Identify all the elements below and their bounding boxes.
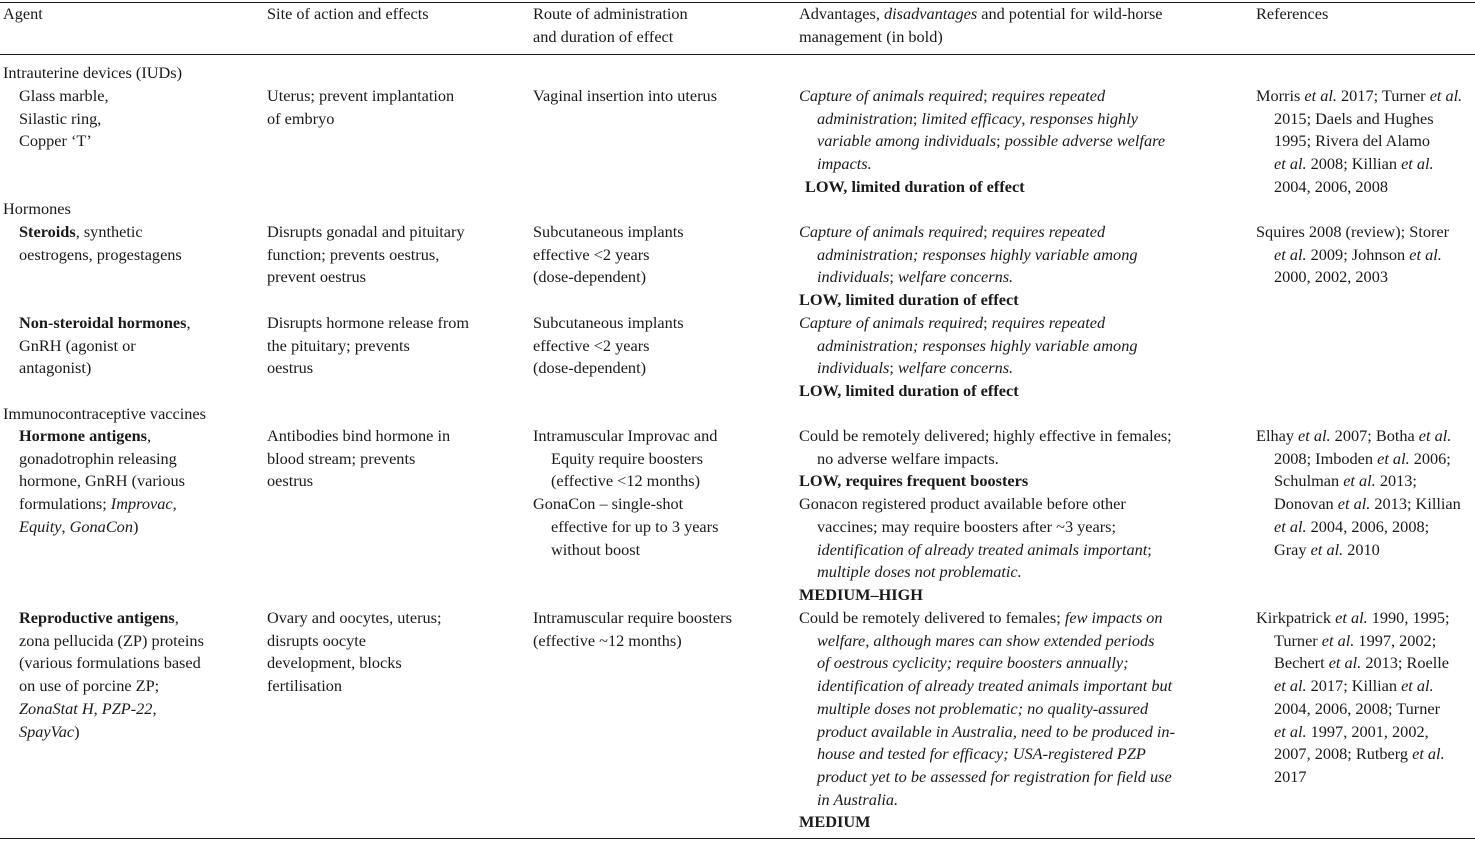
site-line: function; prevents oestrus, [267,244,440,264]
adv-line: identification of already treated animals important; [817,539,1152,559]
ref-line: Morris et al. 2017; Turner et al. [1256,86,1463,105]
adv-line: administration; limited efficacy, responses highly [817,108,1138,128]
group-heading-hormones: Hormones [3,199,71,218]
agent-line: Hormone antigens, [19,426,152,445]
ref-line: et al. 1997, 2001, 2002, [1274,721,1429,741]
nonsteroidal-advantages [799,312,1137,403]
agent-line: Steroids, synthetic [19,222,143,241]
ref-line: 2015; Daels and Hughes [1274,108,1434,128]
agent-line: formulations; Improvac, [19,494,177,514]
adv-line: identification of already treated animals important but [817,676,1173,696]
ref-line: Donovan et al. 2013; Killian [1274,494,1461,514]
route-line: Intramuscular Improvac and [533,426,718,445]
steroids-agent [1,221,182,266]
nonsteroidal-site [267,312,469,380]
steroids-site [267,221,465,289]
potential-rating: LOW, requires frequent boosters [799,471,1029,491]
hormone-antigens-route [533,425,718,561]
agent-line: gonadotrophin releasing [19,448,177,468]
ref-line: Elhay et al. 2007; Botha et al. [1256,426,1452,445]
agent-line: Glass marble, [19,86,109,105]
hormone-antigens-advantages [799,425,1172,607]
header-text: and potential for wild-horse [977,4,1163,23]
potential-rating: LOW, limited duration of effect [799,381,1019,401]
header-route-line: and duration of effect [533,26,674,46]
agent-line: Silastic ring, [19,108,102,128]
site-line: blood stream; prevents [267,448,416,468]
route-line: (effective <12 months) [551,471,701,491]
agent-line: Non-steroidal hormones, [19,313,191,332]
iud-site [267,85,454,130]
hormone-antigens-references [1256,425,1461,561]
route-line: without boost [551,539,641,559]
route-line: Subcutaneous implants [533,222,684,241]
site-line: Uterus; prevent implantation [267,86,455,105]
potential-rating: LOW, limited duration of effect [799,290,1019,310]
group-heading-iud: Intrauterine devices (IUDs) [3,63,183,82]
route-line: (dose-dependent) [533,267,647,287]
adv-line: individuals; welfare concerns. [817,358,1014,378]
steroids-references [1256,221,1449,289]
iud-agent [1,85,109,153]
site-line: of embryo [267,108,335,128]
ref-line: 2004, 2006, 2008; Turner [1274,698,1440,718]
site-line: Ovary and oocytes, uterus; [267,608,442,627]
ref-line: Kirkpatrick et al. 1990, 1995; [1256,608,1450,627]
reproductive-antigens-references [1256,607,1450,789]
agent-line: GnRH (agonist or [19,335,136,355]
adv-line: no adverse welfare impacts. [817,448,999,468]
hormone-antigens-site [267,425,450,493]
ref-line: Squires 2008 (review); Storer [1256,222,1450,241]
adv-line: of oestrous cyclicity; require boosters annually; [817,653,1129,673]
agent-line: antagonist) [19,358,92,378]
route-line: Vaginal insertion into uterus [533,86,718,105]
header-site [267,3,429,26]
table-header-rule [0,54,1475,55]
header-route-line: Route of administration [533,4,688,23]
site-line: the pituitary; prevents [267,335,410,355]
site-line: Disrupts gonadal and pituitary [267,222,465,241]
adv-line: administration; responses highly variable among [817,335,1138,355]
ref-line: et al. 2004, 2006, 2008; [1274,516,1430,536]
ref-line: et al. 2008; Killian et al. [1274,154,1434,174]
ref-line: Schulman et al. 2013; [1274,471,1417,491]
adv-line: product available in Australia, need to be produced in- [817,721,1175,741]
adv-line: in Australia. [817,789,899,809]
ref-line: 1995; Rivera del Alamo [1274,131,1430,151]
iud-references [1256,85,1462,199]
ref-line: Gray et al. 2010 [1274,539,1380,559]
ref-line: Turner et al. 1997, 2002; [1274,630,1437,650]
potential-rating: MEDIUM–HIGH [799,584,923,604]
agent-line: SpayVac) [19,721,80,741]
steroids-advantages [799,221,1137,312]
iud-route [533,85,717,108]
ref-line: Bechert et al. 2013; Roelle [1274,653,1449,673]
header-references [1256,3,1328,26]
header-advantages-line: management (in bold) [799,26,943,46]
table-top-rule [0,2,1475,3]
header-references-label: References [1256,4,1329,23]
route-line: effective <2 years [533,335,650,355]
agent-line: Reproductive antigens, [19,608,179,627]
ref-line: 2004, 2006, 2008 [1274,176,1388,196]
agent-line: (various formulations based [19,653,201,673]
reproductive-antigens-agent [1,607,204,743]
ref-line: et al. 2009; Johnson et al. [1274,244,1442,264]
route-line: Equity require boosters [551,448,703,468]
ref-line: 2017 [1274,766,1307,786]
steroids-route [533,221,684,289]
agent-line: ZonaStat H, PZP-22, [19,698,157,718]
site-line: Disrupts hormone release from [267,313,470,332]
adv-line: product yet to be assessed for registration for field use [817,766,1172,786]
potential-rating: MEDIUM [799,812,871,832]
route-line: (effective ~12 months) [533,630,682,650]
reproductive-antigens-route [533,607,732,652]
site-line: disrupts oocyte [267,630,367,650]
agent-line: Copper ‘T’ [19,131,92,151]
adv-line: Capture of animals required; requires repeated [799,222,1106,241]
agent-line: oestrogens, progestagens [19,244,182,264]
reproductive-antigens-site [267,607,442,698]
header-route [533,3,688,48]
header-advantages [799,3,1163,48]
table-bottom-rule [0,838,1475,839]
ref-line: et al. 2017; Killian et al. [1274,676,1434,696]
route-line: GonaCon – single-shot [533,494,684,514]
agent-line: Equity, GonaCon) [19,516,139,536]
group-heading-vaccines: Immunocontraceptive vaccines [3,404,206,423]
agent-line: on use of porcine ZP; [19,676,160,696]
adv-line: multiple doses not problematic; no quality-assured [817,698,1149,718]
site-line: fertilisation [267,676,343,696]
header-agent [3,3,43,26]
site-line: development, blocks [267,653,402,673]
ref-line: 2008; Imboden et al. 2006; [1274,448,1451,468]
adv-line: vaccines; may require boosters after ~3 years; [817,516,1117,536]
adv-line: house and tested for efficacy; USA-registered PZP [817,744,1146,764]
route-line: effective <2 years [533,244,650,264]
potential-rating: LOW, limited duration of effect [805,176,1025,196]
ref-line: 2000, 2002, 2003 [1274,267,1388,287]
adv-line: Gonacon registered product available before other [799,494,1126,514]
route-line: Subcutaneous implants [533,313,684,332]
adv-line: impacts. [817,154,872,174]
header-advantages-line [799,3,1163,26]
site-line: Antibodies bind hormone in [267,426,451,445]
header-site-label: Site of action and effects [267,4,429,23]
adv-line: individuals; welfare concerns. [817,267,1014,287]
ref-line: 2007, 2008; Rutberg et al. [1274,744,1445,764]
route-line: (dose-dependent) [533,358,647,378]
reproductive-antigens-advantages [799,607,1175,834]
adv-line: welfare, although mares can show extended periods [817,630,1155,650]
site-line: prevent oestrus [267,267,367,287]
adv-line: administration; responses highly variable among [817,244,1138,264]
header-agent-label: Agent [3,4,43,23]
adv-line: Could be remotely delivered; highly effective in females; [799,426,1172,445]
agent-line: zona pellucida (ZP) proteins [19,630,204,650]
route-line: Intramuscular require boosters [533,608,732,627]
site-line: oestrus [267,358,314,378]
site-line: oestrus [267,471,314,491]
header-text: Advantages, [799,4,884,23]
route-line: effective for up to 3 years [551,516,719,536]
header-text-italic: disadvantages [884,4,978,23]
adv-line: Capture of animals required; requires repeated [799,313,1106,332]
adv-line: Capture of animals required; requires repeated [799,86,1106,105]
hormone-antigens-agent [1,425,185,539]
adv-line: Could be remotely delivered to females; few impacts on [799,608,1163,627]
adv-line: multiple doses not problematic. [817,562,1022,582]
iud-advantages [799,85,1165,199]
nonsteroidal-agent [1,312,191,380]
nonsteroidal-route [533,312,684,380]
adv-line: variable among individuals; possible adverse welfare [817,131,1166,151]
agent-line: hormone, GnRH (various [19,471,185,491]
